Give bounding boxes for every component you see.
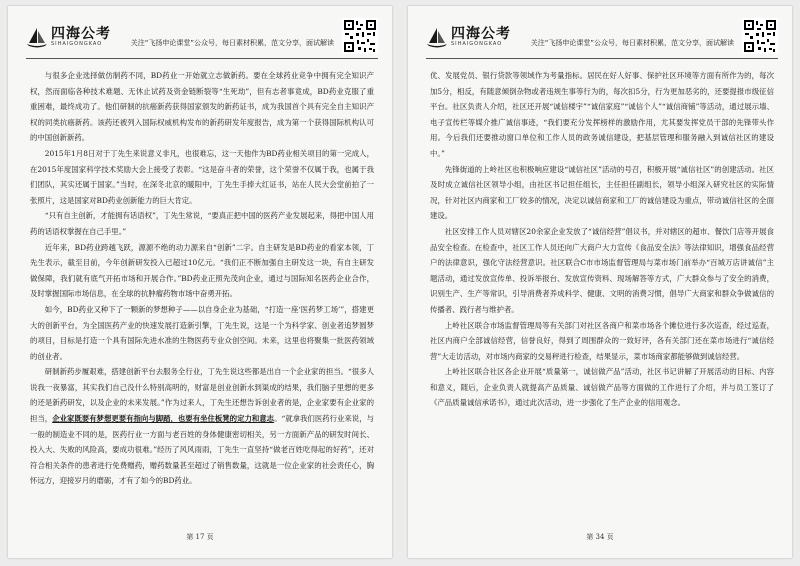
left-page-body [30, 68, 374, 489]
paragraph-text: 。“就拿我们医药行业来说，与一般的制造业不同的是，医药行业一方面与老百姓的身体健康密切相关，另一方面新产品的研发时间长、投入大、失败的风险高，要成功很难。”经历了风风雨雨，丁先生一直坚持“做老百姓吃得起的好药”，还对符合相关条件的患者进行免费赠药，赠药数量甚至超过了销售数量，这就是一位企业家的社会责任心，胸怀远方，迎接岁月的磨砺，才有了如今的BD药业。 [30, 414, 374, 486]
emphasized-text: 企业家既要有梦想更要有指向与脚踏，也要有坐住板凳的定力和意志 [52, 414, 275, 424]
page-header [26, 16, 378, 59]
paragraph: 与很多企业选择做仿制药不同，BD药业一开始就立志做新药。要在全球药业竞争中拥有完全知识产权，然而面临各种技术难题、无休止试药及资金链断裂等“生死劫”，但有志者事竟成，BD药业克服了重重困难，最终成功了。他们研制的抗癌新药获得国家颁发的新药证书，成为我国首个具有完全自主知识产权的同类抗癌新药。该药还被列入国际权威机构发布的新药研发年度报告，成为第一个获得国际机构认可的中国创新新药。 [30, 71, 374, 143]
qr-code-icon [742, 18, 778, 54]
paragraph: 近年来，BD药业跨越飞跃，源源不绝的动力源来自“创新”二字。自主研发是BD药业的看家本领，丁先生表示，截至目前，今年创新研发投入已超过10亿元。“我们正不断加强自主研发这一块，有自主研发做保障，我们就有底气开拓市场和开展合作。”BD药业正照先茂向企业，通过与国际知名医药企业合作，及时掌握国际市场信息，在全球的抗肿瘤药物市场中奋勇开拓。 [30, 242, 374, 299]
logo-subtext: SIHAIGONGKAO [451, 41, 503, 47]
left-page [8, 6, 392, 558]
page-number: 第 34 页 [586, 533, 614, 541]
sailboat-logo-icon [426, 26, 448, 48]
header-slogan: 关注“飞扬申论课堂”公众号，每日素材积累，范文分享，面试解读 [130, 39, 334, 47]
paragraph: 先锋街道的上岭社区也积极响应建设“诚信社区”活动的号召，积极开展“诚信社区”的创建活动。社区及时成立诚信社区领导小组，由社区书记担任组长，主任担任副组长，领导小组深入研究社区的实际情况，针对社区内商家和工厂较多的情况，决定以诚信商家和工厂的诚信建设为重点，带动诚信社区的全面建设。 [430, 164, 774, 221]
logo-text: 四海公考 [451, 26, 511, 42]
paragraph [30, 364, 374, 489]
paragraph: “只有自主创新，才能拥有话语权”，丁先生常说，“要真正把中国的医药产业发展起来，得把中国人用药的话语权掌握在自己手里。” [30, 211, 374, 236]
right-page-body [430, 68, 774, 411]
paragraph: 如今，BD药业又种下了一颗新的梦想种子——以自身企业为基础，“打造一座‘医药梦工场’”，搭建更大的创新平台，为全国医药产业的快速发展打造新引擎，丁先生说，这是一个为科学家、创业者追梦圆梦的项目，目标是打造一个具有国际先进水准的生物医药专业众创空间。未来，这里也将聚集一批医药领域的创业者。 [30, 304, 374, 361]
paragraph: 社区安排工作人员对辖区20余家企业发放了“诚信经营”倡议书，并对辖区的超市、餐饮门店等开展食品安全检查。在检查中，社区工作人员还向广大商户大力宣传《食品安全法》等法律知识，增强食品经营户的法律意识，强化守法经营意识。社区联合C市市场监督管理局与菜市场门前举办“百城万店讲诚信”主题活动，通过发放宣传单、投诉举报台、发放宣传资料、现场解答等方式，广大群众参与了安全的消费，识别生产、生产等常识，引导消费者养成科学、健康、文明的消费习惯，倡导广大商家和群众争做诚信的传播者、践行者与维护者。 [430, 226, 774, 314]
header-slogan: 关注“飞扬申论课堂”公众号，每日素材积累，范文分享，面试解读 [530, 39, 734, 47]
brand-logo [426, 24, 511, 50]
page-number: 第 17 页 [186, 533, 214, 541]
paragraph: 2015年1月8日对于丁先生来说意义非凡，也很难忘，这一天他作为BD药业相关项目的第一完成人，在2015年度国家科学技术奖励大会上接受了表彰。“这是奋斗者的荣誉，这个荣誉不仅属于我，也属于我们团队，其实还属于国家。”当时，在深冬北京的暖阳中，丁先生手捧大红证书，站在人民大会堂前拍了一张照片，这是国家对BD药业创新能力的巨大肯定。 [30, 148, 374, 205]
logo-text: 四海公考 [51, 26, 111, 42]
brand-logo [26, 24, 111, 50]
page-header [426, 16, 778, 59]
logo-subtext: SIHAIGONGKAO [51, 41, 103, 47]
paragraph-text: 研制新药步履艰难，搭建创新平台去服务全行业，丁先生说这些都是出自一个企业家的担当。“很多人说我一夜暴富，其实我们自己没什么特别高明的，财富是创业创新水到渠成的结果，我们脑子里想的更多的还是新药研发，以及企业的未来发展。”作为过来人，丁先生还想告诉创业者的是，企业家要有企业家的担当， [30, 367, 374, 424]
paragraph: 上岭社区联合市场监督管理局等有关部门对社区各商户和菜市场各个摊位进行多次巡查，经过巡查，社区内商户全部诚信经营，信誉良好，得到了周围群众的一致好评，各有关部门还在菜市场进行“诚信经营”大走访活动，对市场内商家的交易秤进行检查，结果显示，菜市场商家都能够做到诚信经营。 [430, 320, 774, 361]
sailboat-logo-icon [26, 26, 48, 48]
qr-code-icon [342, 18, 378, 54]
paragraph: 优、发展党员、银行贷款等领域作为考量指标。居民在好人好事、保护社区环境等方面有所作为的，每次加5分，相反，有随意倾倒杂物或者违规生事等行为的，每次扣5分，行为更加恶劣的，还要提报市级征信平台。社区负责人介绍，社区还开展“诚信楼宇”“诚信家庭”“诚信个人”“诚信商铺”等活动，通过展示墙、电子宣传栏等媒介推广诚信事迹，“我们要充分发挥榜样的激励作用，尤其要发挥党员干部的先锋带头作用。今后我们还要推动窗口单位和工作人员的政务诚信建设，把基层管理和服务融入到诚信社区的建设中。” [430, 71, 774, 158]
paragraph: 上岭社区联合社区各企业开展“质量第一，诚信做产品”活动，社区书记讲解了开展活动的目标、内容和意义，随后，企业负责人就提高产品质量、诚信做产品等方面做的工作进行了介绍，并与员工签订了《产品质量诚信承诺书》，通过此次活动，进一步强化了生产企业的信用观念。 [430, 367, 774, 408]
right-page [408, 6, 792, 558]
